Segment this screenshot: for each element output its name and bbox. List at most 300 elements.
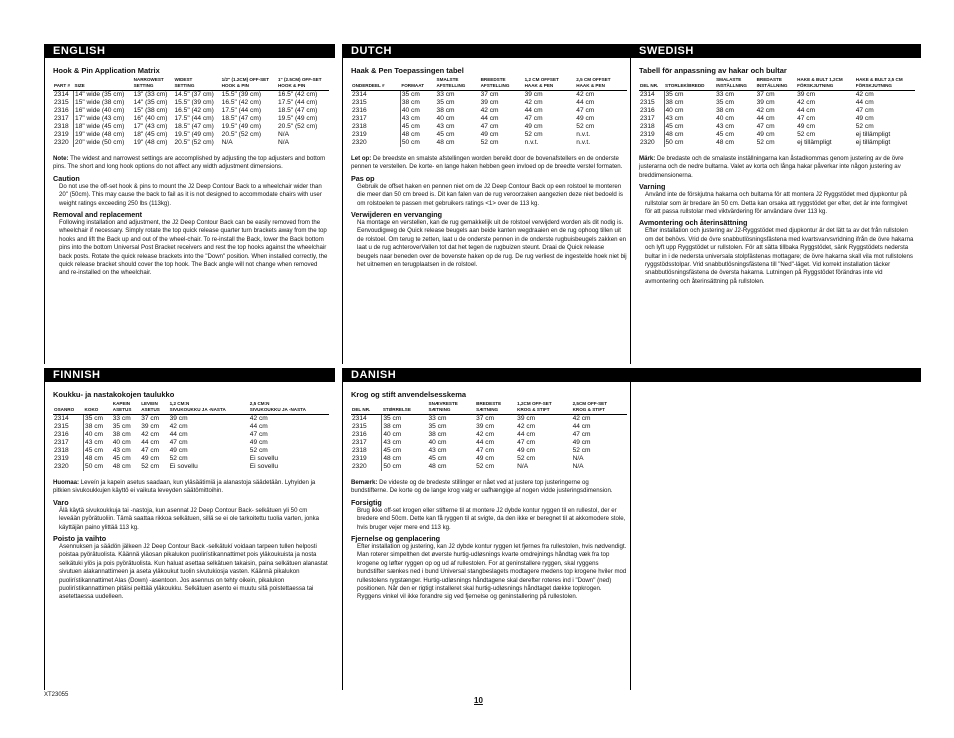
- note-text: De breedste en smalste afstellingen worden bereikt door de bovenafstellers en de onderste pennen te verstellen. De korte- en lange haken hebben geen invloed op de breedte verstel formaten.: [351, 155, 623, 171]
- removal-heading: Removal and replacement: [53, 210, 143, 220]
- table-cell: 47 cm: [141, 447, 160, 454]
- document-code: XT23055: [44, 692, 69, 698]
- note-label: Let op:: [351, 155, 372, 162]
- table-cell: 2320: [351, 463, 382, 471]
- table-cell: 16.5" (42 cm): [174, 107, 214, 114]
- note-text: De videste og de bredeste stillinger er nået ved at justere top justeringerne og bundstifterne. De korte og de lange krog valg er uafhængige af nogen vidde justeringsdimension.: [351, 479, 613, 495]
- table-cell: 48 cm: [85, 455, 104, 462]
- empty-panel: [630, 368, 921, 690]
- table-cell: 42 cm: [797, 99, 816, 106]
- table-cell: 45 cm: [428, 455, 447, 462]
- table-row: [53, 447, 329, 455]
- column-header: ASETUS: [140, 407, 168, 415]
- column-header: HOOK & PIN: [277, 83, 329, 91]
- table-cell: 17" (43 cm): [133, 123, 168, 130]
- removal-text: Efter installation og justering, kan J2 dybde kontur ryggen let fjernes fra rullestolen, hvis nødvendigt. Man roterer simpelthen det øverste hurtig-udløsnings kvarte omdrejnings håndtag væk fra top krogene og løfter ryggen op og ud af rullestolen. For at geninstallere ryggen, skal ryggens bundstifter sænkes ned i bund Universal stangbeslagets modtagere medens top krogene hviler mod rullestolens rygstænger. Hurtig-udløsnings håndtagene skal derefter roteres ind i "Down" (ned) positionen. Når den er rigtigt installeret skal hurtig-udløsnings håndtaget dække topkrogen. Ryggens vinkel vil ikke forandre sig ved fjernelse og geninstallering på rullestolen.: [357, 543, 627, 601]
- english-header: ENGLISH: [45, 44, 335, 58]
- table-row: [53, 99, 329, 107]
- table-cell: 18.5" (47 cm): [174, 123, 214, 130]
- table-cell: 18.5" (47 cm): [277, 107, 318, 114]
- caution-heading: Pas op: [351, 173, 375, 183]
- removal-text: Following installation and adjustment, the J2 Deep Contour Back can be easily removed from the wheelchair if necessary. Simply rotate the top quick release quarter turn brackets away from the top hooks and lift the Back up and out of the wheel-chair. To re-install the Back, lower the Back bottom pins into the bottom Universal Post Bracket receivers and rest the top hooks against the wheelchair back posts. Rotate the quick release brackets into the "Down" position. When installed correctly, the quick release bracket should cover the top hook. The Back angle will not change when removed and re-installed on the wheelchair.: [59, 219, 328, 277]
- table-cell: 52 cm: [249, 447, 268, 454]
- column-header: HAAK & PEN: [524, 83, 576, 91]
- table-cell: 49 cm: [572, 439, 591, 446]
- swedish-panel: [630, 44, 921, 364]
- table-cell: 43 cm: [85, 439, 104, 446]
- table-cell: 2317: [639, 115, 664, 123]
- table-cell: 38 cm: [383, 423, 402, 430]
- caution-text: Do not use the off-set hook & pins to mount the J2 Deep Contour Back to a wheelchair wider than 20" (50cm). This may cause the back to fail as it is not designed to accommodate chairs with user weight ratings exceeding 250 lbs (113kg).: [59, 182, 322, 207]
- table-cell: 42 cm: [517, 423, 536, 430]
- swedish-header: SWEDISH: [631, 44, 921, 58]
- table-cell: 42 cm: [480, 107, 499, 114]
- table-cell: 38 cm: [665, 99, 684, 106]
- danish-content: [343, 382, 633, 602]
- table-cell: 2320: [351, 139, 400, 147]
- table-row: [351, 439, 627, 447]
- table-row: [53, 115, 329, 123]
- table-cell: 52 cm: [524, 131, 543, 138]
- note-paragraph: [351, 479, 627, 496]
- table-cell: 48 cm: [383, 455, 402, 462]
- table-cell: 47 cm: [576, 107, 595, 114]
- column-header: SIVUKOUKKU JA -NASTA: [249, 407, 329, 415]
- table-cell: 37 cm: [756, 91, 775, 98]
- table-title: Krog og stift anvendelsesskema: [351, 390, 467, 399]
- table-cell: 42 cm: [476, 431, 495, 438]
- table-cell: 19.5" (49 cm): [277, 115, 318, 122]
- table-cell: 48 cm: [716, 139, 735, 146]
- application-table: [53, 77, 329, 147]
- table-cell: 2314: [351, 91, 400, 100]
- english-content: [45, 58, 335, 278]
- table-row: [53, 455, 329, 463]
- table-cell: Ei sovellu: [169, 463, 198, 470]
- column-header-top: 1,2CM OFF-SET: [517, 401, 552, 406]
- table-cell: 44 cm: [476, 439, 495, 446]
- column-header-top: 2,5 CM:N: [249, 401, 270, 406]
- table-cell: 2320: [53, 139, 74, 147]
- column-header: ONDERDEEL #: [351, 83, 400, 91]
- table-cell: 15.5" (39 cm): [174, 99, 214, 106]
- table-cell: 39 cm: [517, 415, 536, 422]
- table-cell: Ei sovellu: [249, 463, 279, 470]
- table-cell: 2319: [351, 131, 400, 139]
- table-cell: 42 cm: [756, 107, 775, 114]
- table-cell: 19" (48 cm): [133, 139, 168, 146]
- application-table: [53, 401, 329, 471]
- table-cell: 33 cm: [716, 91, 735, 98]
- table-cell: 43 cm: [112, 447, 131, 454]
- table-cell: 38 cm: [716, 107, 735, 114]
- note-label: Märk:: [639, 155, 656, 162]
- column-header-top: SMALSTE: [436, 77, 459, 82]
- table-cell: 2316: [53, 431, 84, 439]
- column-header: DEL NR.: [351, 407, 382, 415]
- table-cell: 45 cm: [436, 131, 455, 138]
- table-cell: 43 cm: [428, 447, 447, 454]
- table-cell: 2320: [53, 463, 84, 471]
- table-cell: 2319: [53, 131, 74, 139]
- application-table: [351, 77, 627, 147]
- table-cell: 52 cm: [476, 463, 495, 470]
- note-text: De bredaste och de smalaste inställningarna kan åstadkommas genom justering av de övre justerarna och de nedre bultarna. Valet av korta och långa hakar påverkar inte någon justering av breddimensionerna.: [639, 155, 904, 179]
- column-header-top: 1,2 CM:N: [169, 401, 190, 406]
- table-cell: 42 cm: [576, 91, 595, 98]
- table-cell: 42 cm: [572, 415, 591, 422]
- table-cell: 44 cm: [756, 115, 775, 122]
- column-header: AFSTELLING: [480, 83, 524, 91]
- table-row: [351, 123, 627, 131]
- column-header: HOOK & PIN: [221, 83, 277, 91]
- column-header: OSANRO: [53, 407, 84, 415]
- table-row: [351, 423, 627, 431]
- table-cell: 2316: [351, 107, 400, 115]
- table-cell: 33 cm: [436, 91, 455, 98]
- removal-text: Efter installation och justering av J2-Ryggstödet med djupkontur är det lätt ta av det från rullstolen om det behövs. Vrid de övre snabbutlösningsfästena med kvartsvarvsvridning ifrån de övre hakarna och lyft upp Ryggstödet ur rullstolen. För att sätta tillbaka Ryggstödet, sänk Ryggstödets nedersta bultar in i de nedersta universala stolpfästenas mottagare; de övre hakarna skall vila mot rullstolens ryggstödsstolpar. Vrid snabbutlösningsfästena till "Ned"-läget. Vid korrekt installation täcker snabbutlösningsfästena de översta hakarna. Lutningen på Ryggstödet förändras inte vid avmontering och återinsättning på rullstolen.: [645, 227, 914, 285]
- table-cell: 35 cm: [85, 415, 104, 422]
- table-cell: ej tillämpligt: [855, 139, 891, 146]
- table-cell: 52 cm: [756, 139, 775, 146]
- table-cell: 50 cm: [665, 139, 684, 146]
- table-row: [351, 131, 627, 139]
- table-cell: 2319: [53, 455, 84, 463]
- column-header-top: 2,5 CM OFFSET: [576, 77, 611, 82]
- table-cell: 48 cm: [428, 463, 447, 470]
- table-row: [351, 91, 627, 100]
- table-cell: 39 cm: [141, 423, 160, 430]
- table-cell: ej tillämpligt: [855, 131, 891, 138]
- table-cell: 16" wide (40 cm): [75, 107, 125, 114]
- note-text: Leveín ja kapein asetus saadaan, kun yläsäätimiä ja alanastoja säädetään. Lyhyiden ja pitkien sivukoukkujen käyttö ei vaikuta leveyden säätömittoihin.: [53, 479, 316, 495]
- table-row: [639, 123, 915, 131]
- column-header-top: 2,5CM OFF-SET: [572, 401, 608, 406]
- table-cell: 40 cm: [716, 115, 735, 122]
- table-cell: 2314: [53, 91, 74, 100]
- column-header: SÆTNING: [475, 407, 516, 415]
- column-header: INSTÄLLNING: [715, 83, 756, 91]
- table-cell: 49 cm: [797, 123, 816, 130]
- table-cell: 50 cm: [401, 139, 420, 146]
- table-cell: 2319: [351, 455, 382, 463]
- table-cell: 37 cm: [141, 415, 160, 422]
- table-cell: 48 cm: [401, 131, 420, 138]
- table-cell: 42 cm: [169, 423, 188, 430]
- table-cell: 2316: [351, 431, 382, 439]
- table-cell: 38 cm: [112, 431, 131, 438]
- column-header-top: SMALASTE: [716, 77, 742, 82]
- table-cell: 18" wide (45 cm): [75, 123, 125, 130]
- table-cell: 40 cm: [85, 431, 104, 438]
- table-row: [53, 139, 329, 147]
- table-cell: 38 cm: [428, 431, 447, 438]
- dutch-content: [343, 58, 633, 269]
- table-cell: 44 cm: [855, 99, 874, 106]
- column-header: HAAK & PEN: [575, 83, 627, 91]
- column-header-top: SNÆVRESTE: [428, 401, 458, 406]
- table-cell: 33 cm: [428, 415, 447, 422]
- table-cell: N/A: [221, 139, 233, 146]
- danish-header: DANISH: [343, 368, 633, 382]
- table-cell: 49 cm: [524, 123, 543, 130]
- table-title: Tabell för anpassning av hakar och bultar: [639, 66, 787, 75]
- table-cell: 35 cm: [401, 91, 420, 98]
- table-cell: 47 cm: [476, 447, 495, 454]
- table-cell: 47 cm: [169, 439, 188, 446]
- table-cell: 20" wide (50 cm): [75, 139, 125, 146]
- table-cell: 37 cm: [476, 415, 495, 422]
- table-row: [53, 123, 329, 131]
- table-cell: 2318: [53, 447, 84, 455]
- column-header: FÖRSKJUTNING: [855, 83, 915, 91]
- table-cell: 19.5" (49 cm): [174, 131, 214, 138]
- finnish-panel: [44, 368, 335, 690]
- column-header: DEL NR.: [639, 83, 664, 91]
- table-row: [639, 91, 915, 100]
- table-title: Koukku- ja nastakokojen taulukko: [53, 390, 175, 399]
- column-header: KROG & STIFT: [572, 407, 627, 415]
- table-cell: 50 cm: [383, 463, 402, 470]
- table-row: [351, 455, 627, 463]
- table-cell: 16" (40 cm): [133, 115, 168, 122]
- table-cell: 2315: [639, 99, 664, 107]
- table-cell: 42 cm: [141, 431, 160, 438]
- column-header: KROG & STIFT: [516, 407, 571, 415]
- table-cell: 39 cm: [480, 99, 499, 106]
- table-cell: N/A: [572, 455, 584, 462]
- table-cell: 43 cm: [401, 115, 420, 122]
- table-row: [639, 131, 915, 139]
- table-cell: 2317: [351, 439, 382, 447]
- table-cell: 52 cm: [797, 131, 816, 138]
- table-cell: 49 cm: [756, 131, 775, 138]
- table-cell: 52 cm: [572, 447, 591, 454]
- table-cell: 14" wide (35 cm): [75, 91, 125, 98]
- column-header-top: WIDEST: [174, 77, 193, 82]
- table-row: [53, 439, 329, 447]
- table-cell: 47 cm: [572, 431, 591, 438]
- table-row: [351, 431, 627, 439]
- table-cell: 44 cm: [141, 439, 160, 446]
- table-cell: 40 cm: [428, 439, 447, 446]
- caution-heading: Varning: [639, 182, 666, 192]
- table-cell: 15.5" (39 cm): [221, 91, 262, 98]
- table-cell: 47 cm: [855, 107, 874, 114]
- empty-header: [631, 368, 921, 382]
- table-cell: 35 cm: [112, 423, 131, 430]
- caution-text: Använd inte de förskjutna hakarna och bultarna för att montera J2 Ryggstödet med djupkontur på rullstolar som är bredare än 50 cm. Detta kan orsaka att ryggstödet ger efter, det är inte formgivet för att passa rullstolar med viktvärdering för användare över 113 kg.: [645, 191, 908, 216]
- caution-text: Brug ikke off-set krogen eller stifterne til at montere J2 dybde kontur ryggen til en rullestol, der er bredere end 50cm. Dette kan få ryggen til at svigte, da den ikke er beregnet til at akkomodere stole, hvis bruger vejer mere end 113 kg.: [357, 506, 626, 531]
- table-cell: 2315: [53, 423, 84, 431]
- table-title: Haak & Pen Toepassingen tabel: [351, 66, 464, 75]
- table-cell: 19" wide (48 cm): [75, 131, 125, 138]
- finnish-header: FINNISH: [45, 368, 335, 382]
- table-cell: 44 cm: [249, 423, 268, 430]
- column-header: SIVUKOUKKU JA -NASTA: [169, 407, 249, 415]
- removal-text: Na montage en verstellen, kan de rug gemakkelijk uit de rolstoel verwijderd worden als dit nodig is. Eenvoudigweg de Quick release beugels aan beide kanten wegdraaien en de rug ophoog tillen uit de rolstoel. Om terug te zetten, laat u de onderste pennen in de onderste rugbuisbeugels zakken en laat u de rug achteroverVallen tot dat het tegen de rugbuizen steunt. Draai de Quick release beugels naar beneden over de bovenste haken op de rug. De rug verliest de ingestelde hoek niet bij het uitnemen en terugplaatsen in de rolstoel.: [357, 219, 627, 269]
- caution-text: Gebruik de offset haken en pennen niet om de J2 Deep Contour Back op een rolstoel te monteren die meer dan 50 cm breed is. Dit kan falen van de rug veroorzaken aangezien deze niet bedoeld is om rolstoelen te passen met gebruikers ratings <1> over de 113 kg.: [357, 182, 623, 207]
- table-cell: 49 cm: [576, 115, 595, 122]
- table-cell: 47 cm: [797, 115, 816, 122]
- table-cell: ej tillämpligt: [797, 139, 832, 146]
- table-cell: 39 cm: [756, 99, 775, 106]
- table-cell: 44 cm: [524, 107, 543, 114]
- table-cell: 19.5" (49 cm): [221, 123, 262, 130]
- table-cell: 42 cm: [855, 91, 874, 98]
- table-cell: 2315: [53, 99, 74, 107]
- caution-heading: Forsigtig: [351, 497, 382, 507]
- column-header: INSTÄLLNING: [756, 83, 797, 91]
- table-cell: 52 cm: [517, 455, 536, 462]
- table-cell: 35 cm: [383, 415, 402, 422]
- table-cell: 44 cm: [572, 423, 591, 430]
- column-header: ASETUS: [112, 407, 140, 415]
- column-header: SETTING: [173, 83, 220, 91]
- column-header-top: HAKE & BULT 1,2CM: [797, 77, 843, 82]
- table-cell: 17" wide (43 cm): [75, 115, 125, 122]
- table-cell: 44 cm: [169, 431, 188, 438]
- column-header-top: 1" (2.5CM) OFF-SET: [277, 77, 322, 82]
- table-cell: 45 cm: [716, 131, 735, 138]
- table-cell: 44 cm: [517, 431, 536, 438]
- table-cell: 39 cm: [524, 91, 543, 98]
- column-header: FÖRSKJUTNING: [796, 83, 855, 91]
- table-cell: 2314: [53, 415, 84, 424]
- note-label: Note:: [53, 155, 69, 162]
- table-cell: 20.5" (52 cm): [174, 139, 214, 146]
- note-paragraph: [351, 155, 627, 172]
- table-cell: 14.5" (37 cm): [174, 91, 214, 98]
- table-cell: 39 cm: [797, 91, 816, 98]
- table-row: [351, 99, 627, 107]
- table-cell: 16.5" (42 cm): [221, 99, 262, 106]
- table-row: [351, 447, 627, 455]
- table-cell: 48 cm: [112, 463, 131, 470]
- table-cell: 43 cm: [383, 439, 402, 446]
- table-row: [53, 431, 329, 439]
- table-row: [351, 415, 627, 424]
- table-cell: N/A: [277, 131, 289, 138]
- table-row: [53, 107, 329, 115]
- table-cell: 45 cm: [85, 447, 104, 454]
- column-header-top: LEVEIN: [141, 401, 158, 406]
- table-cell: 43 cm: [716, 123, 735, 130]
- removal-heading: Poisto ja vaihto: [53, 534, 107, 544]
- column-header-top: 1/2" (1.2CM) OFF-SET: [221, 77, 270, 82]
- table-cell: 2317: [53, 439, 84, 447]
- table-cell: Ei sovellu: [249, 455, 279, 462]
- table-cell: 45 cm: [112, 455, 131, 462]
- column-header: SIZE: [74, 83, 133, 91]
- table-cell: 40 cm: [665, 107, 684, 114]
- table-cell: 17.5" (44 cm): [221, 107, 262, 114]
- column-header-top: BREEDSTE: [480, 77, 506, 82]
- column-header: KOKO: [84, 407, 112, 415]
- table-cell: 50 cm: [85, 463, 104, 470]
- table-cell: 49 cm: [517, 447, 536, 454]
- table-cell: 40 cm: [401, 107, 420, 114]
- table-cell: 47 cm: [480, 123, 499, 130]
- table-row: [351, 139, 627, 147]
- table-cell: 52 cm: [855, 123, 874, 130]
- danish-panel: [342, 368, 633, 690]
- note-paragraph: [639, 155, 915, 180]
- column-header-top: KAPEIN: [112, 401, 131, 406]
- dutch-header: DUTCH: [343, 44, 633, 58]
- table-cell: 44 cm: [576, 99, 595, 106]
- table-cell: 2318: [53, 123, 74, 131]
- table-cell: 33 cm: [112, 415, 131, 422]
- table-row: [53, 423, 329, 431]
- column-header: FORMAAT: [400, 83, 435, 91]
- table-cell: 17.5" (44 cm): [174, 115, 214, 122]
- table-cell: 2314: [639, 91, 664, 100]
- table-cell: 2320: [639, 139, 664, 147]
- table-cell: 13" (33 cm): [133, 91, 168, 98]
- table-cell: 40 cm: [436, 115, 455, 122]
- table-cell: 15" (38 cm): [133, 107, 168, 114]
- table-cell: 45 cm: [401, 123, 420, 130]
- table-cell: 2317: [351, 115, 400, 123]
- table-cell: N/A: [572, 463, 584, 470]
- table-cell: 52 cm: [169, 455, 188, 462]
- column-header: SÆTNING: [428, 407, 476, 415]
- table-cell: 38 cm: [436, 107, 455, 114]
- table-cell: 48 cm: [436, 139, 455, 146]
- table-row: [639, 107, 915, 115]
- table-cell: 14" (35 cm): [133, 99, 168, 106]
- table-cell: 2317: [53, 115, 74, 123]
- column-header: SETTING: [133, 83, 174, 91]
- removal-heading: Fjernelse og genplacering: [351, 534, 441, 544]
- table-cell: 16.5" (42 cm): [277, 91, 318, 98]
- table-cell: 49 cm: [480, 131, 499, 138]
- column-header: STORLEK/BREDD: [664, 83, 715, 91]
- removal-heading: Verwijderen en vervanging: [351, 210, 443, 220]
- english-panel: [44, 44, 335, 364]
- table-cell: n.v.t.: [524, 139, 539, 146]
- table-cell: 39 cm: [476, 423, 495, 430]
- table-cell: 49 cm: [476, 455, 495, 462]
- dutch-panel: [342, 44, 633, 364]
- table-cell: 35 cm: [428, 423, 447, 430]
- table-cell: 17.5" (44 cm): [277, 99, 318, 106]
- table-cell: 38 cm: [85, 423, 104, 430]
- table-cell: 39 cm: [169, 415, 188, 422]
- table-cell: 37 cm: [480, 91, 499, 98]
- table-cell: 45 cm: [665, 123, 684, 130]
- table-cell: 47 cm: [756, 123, 775, 130]
- table-cell: 40 cm: [383, 431, 402, 438]
- column-header-top: BREDASTE: [756, 77, 782, 82]
- application-table: [351, 401, 627, 471]
- column-header: STØRRELSE: [382, 407, 428, 415]
- table-row: [639, 115, 915, 123]
- note-paragraph: [53, 479, 329, 496]
- table-row: [351, 115, 627, 123]
- column-header-top: BREDESTE: [476, 401, 502, 406]
- table-row: [53, 131, 329, 139]
- column-header: AFSTELLING: [436, 83, 480, 91]
- table-cell: N/A: [277, 139, 289, 146]
- table-cell: n.v.t.: [576, 131, 591, 138]
- table-cell: 15" wide (38 cm): [75, 99, 125, 106]
- table-cell: 2315: [351, 423, 382, 431]
- table-cell: n.v.t.: [576, 139, 591, 146]
- table-cell: 47 cm: [249, 431, 268, 438]
- caution-text: Älä käytä sivukoukkuja tai -nastoja, kun asennat J2 Deep Contour Back- selkätuen yli 50 cm leveään pyörätuoliin. Tämä saattaa rikkoa selkätuen, sillä se ei ole tarkoitettu tuolia varten, jonka käyttäjän paino ylittää 113 kg.: [59, 506, 320, 531]
